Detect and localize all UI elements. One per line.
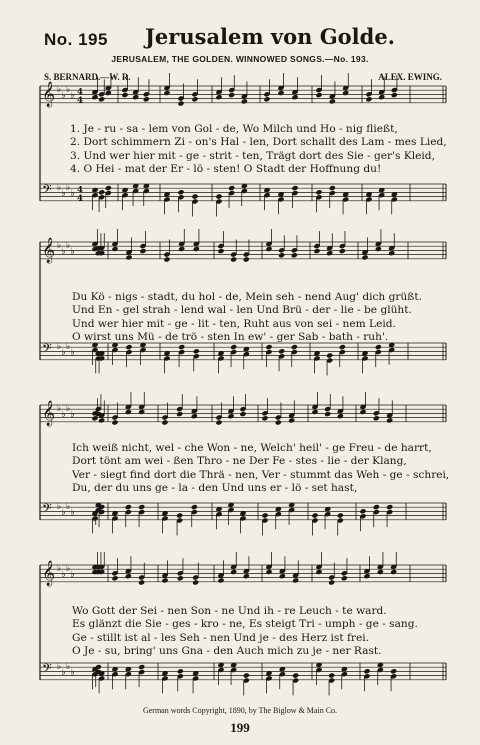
flat-sign: ♭ bbox=[61, 508, 66, 518]
lyric-line: 2. Dort schimmern Zi - on's Hal - len, Dort schallt des Lam - mes Lied, bbox=[70, 136, 447, 149]
flat-sign: ♭ bbox=[70, 189, 75, 199]
notehead bbox=[176, 411, 183, 417]
notehead bbox=[138, 504, 145, 510]
notehead bbox=[161, 419, 168, 425]
notehead bbox=[98, 96, 105, 102]
notehead bbox=[378, 94, 385, 100]
notehead bbox=[265, 344, 272, 350]
notehead bbox=[178, 246, 185, 252]
notehead bbox=[228, 185, 235, 191]
bass-clef: 𝄢 bbox=[42, 661, 52, 679]
flat-sign: ♭ bbox=[66, 85, 71, 95]
lyric-line: Du, der du uns ge - la - den Und uns er - lö - set hast, bbox=[72, 481, 358, 494]
notehead bbox=[386, 417, 393, 423]
notehead bbox=[125, 254, 132, 260]
notehead bbox=[193, 246, 200, 252]
notehead bbox=[125, 504, 132, 510]
notehead bbox=[105, 185, 112, 191]
notehead bbox=[191, 193, 198, 199]
words-credit: S. BERNARD.—W. R. bbox=[44, 72, 131, 82]
notehead bbox=[315, 92, 322, 98]
notehead bbox=[132, 94, 139, 100]
treble-clef: 𝄞 bbox=[42, 401, 56, 426]
notehead bbox=[359, 508, 366, 514]
notehead bbox=[178, 344, 185, 350]
notehead bbox=[192, 579, 199, 585]
lyric-line: 4. O Hei - mat der Er - lö - sten! O Stadt der Hoffnung du! bbox=[70, 162, 382, 175]
notehead bbox=[388, 250, 395, 256]
notehead bbox=[111, 419, 118, 425]
notehead bbox=[177, 668, 184, 674]
notehead bbox=[359, 409, 366, 415]
notehead bbox=[239, 411, 246, 417]
notehead bbox=[228, 92, 235, 98]
notehead bbox=[177, 100, 184, 106]
notehead bbox=[326, 250, 333, 256]
notehead bbox=[288, 417, 295, 423]
notehead bbox=[291, 252, 298, 258]
notehead bbox=[278, 348, 285, 354]
notehead bbox=[243, 672, 250, 678]
notehead bbox=[291, 344, 298, 350]
notehead bbox=[373, 415, 380, 421]
flat-sign: ♭ bbox=[61, 91, 66, 101]
notehead bbox=[315, 189, 322, 195]
time-signature: 4 bbox=[77, 87, 83, 97]
copyright-notice: German words Copyright, 1890, by The Biglow & Main Co. bbox=[142, 706, 338, 715]
lyric-line: Wo Gott der Sei - nen Son - ne Und ih - re Leuch - te ward. bbox=[72, 605, 387, 617]
notehead bbox=[292, 672, 299, 678]
notehead bbox=[391, 92, 398, 98]
notehead bbox=[138, 664, 145, 670]
notehead bbox=[139, 248, 146, 254]
lyric-line: Ver - siegt find dort die Thrä - nen, Ver - stummt das Weh - ge - schrei, bbox=[72, 468, 450, 481]
notehead bbox=[361, 254, 368, 260]
flat-sign: ♭ bbox=[61, 410, 66, 420]
bass-clef: 𝄢 bbox=[42, 341, 52, 359]
notehead bbox=[243, 256, 250, 262]
notehead bbox=[263, 96, 270, 102]
lyric-line: O wirst uns Mü - de trö - sten In ew' - ger Sab - bath - ruh'. bbox=[72, 330, 389, 343]
hymn-subtitle: JERUSALEM, THE GOLDEN. WINNOWED SONGS.—No. 193. bbox=[111, 54, 369, 64]
notehead bbox=[193, 348, 200, 354]
notehead bbox=[329, 185, 336, 191]
lyric-line: 3. Und wer hier mit - ge - strit - ten, Trägt dort des Sie - ger's Kleid, bbox=[70, 149, 435, 162]
flat-sign: ♭ bbox=[66, 564, 71, 574]
flat-sign: ♭ bbox=[70, 508, 75, 518]
notehead bbox=[161, 577, 168, 583]
lyric-line: Dort tönt am wei - ßen Thro - ne Der Fe - stes - lie - der Klang, bbox=[72, 455, 407, 468]
time-signature: 4 bbox=[77, 185, 83, 195]
notehead bbox=[163, 256, 170, 262]
notehead bbox=[105, 90, 112, 96]
flat-sign: ♭ bbox=[57, 502, 62, 512]
flat-sign: ♭ bbox=[57, 85, 62, 95]
flat-sign: ♭ bbox=[70, 247, 75, 257]
time-signature: 4 bbox=[77, 95, 83, 106]
notehead bbox=[176, 512, 183, 518]
flat-sign: ♭ bbox=[57, 342, 62, 352]
notehead bbox=[291, 94, 298, 100]
notehead bbox=[328, 672, 335, 678]
notehead bbox=[138, 409, 145, 415]
flat-sign: ♭ bbox=[57, 662, 62, 672]
lyric-line: Du Kö - nigs - stadt, du hol - de, Mein seh - nend Aug' dich grüßt. bbox=[72, 291, 422, 303]
notehead bbox=[138, 579, 145, 585]
notehead bbox=[125, 344, 132, 350]
flat-sign: ♭ bbox=[66, 662, 71, 672]
flat-sign: ♭ bbox=[61, 189, 66, 199]
notehead bbox=[91, 94, 98, 100]
notehead bbox=[261, 415, 268, 421]
notehead bbox=[241, 98, 248, 104]
notehead bbox=[390, 668, 397, 674]
notehead bbox=[277, 90, 284, 96]
lyric-line: Ich weiß nicht, wel - che Won - ne, Welch' heil' - ge Freu - de harrt, bbox=[72, 442, 432, 454]
flat-sign: ♭ bbox=[70, 410, 75, 420]
flat-sign: ♭ bbox=[61, 348, 66, 358]
notehead bbox=[291, 185, 298, 191]
notehead bbox=[279, 573, 286, 579]
notehead bbox=[111, 246, 118, 252]
notehead bbox=[342, 90, 349, 96]
notehead bbox=[217, 577, 224, 583]
treble-clef: 𝄞 bbox=[42, 82, 56, 107]
notehead bbox=[265, 569, 272, 575]
lyric-line: Es glänzt die Sie - ges - kro - ne, Es steigt Tri - umph - ge - sang. bbox=[72, 618, 418, 631]
flat-sign: ♭ bbox=[57, 404, 62, 414]
page-number: 199 bbox=[230, 720, 250, 735]
flat-sign: ♭ bbox=[66, 342, 71, 352]
bass-clef: 𝄢 bbox=[42, 501, 52, 519]
flat-sign: ♭ bbox=[61, 570, 66, 580]
notehead bbox=[98, 189, 105, 195]
flat-sign: ♭ bbox=[70, 668, 75, 678]
notehead bbox=[328, 579, 335, 585]
flat-sign: ♭ bbox=[61, 668, 66, 678]
lyric-line: Und En - gel strah - lend wal - len Und Brü - der - lie - be glüht. bbox=[72, 304, 412, 317]
notehead bbox=[243, 573, 250, 579]
notehead bbox=[390, 569, 397, 575]
notehead bbox=[326, 352, 333, 358]
notehead bbox=[363, 573, 370, 579]
notehead bbox=[121, 92, 128, 98]
flat-sign: ♭ bbox=[57, 183, 62, 193]
notehead bbox=[261, 512, 268, 518]
notehead bbox=[311, 409, 318, 415]
flat-sign: ♭ bbox=[70, 570, 75, 580]
notehead bbox=[324, 411, 331, 417]
notehead bbox=[315, 569, 322, 575]
notehead bbox=[143, 96, 150, 102]
bass-clef: 𝄢 bbox=[42, 182, 52, 200]
notehead bbox=[98, 417, 105, 423]
notehead bbox=[365, 96, 372, 102]
notehead bbox=[215, 94, 222, 100]
notehead bbox=[375, 246, 382, 252]
notehead bbox=[215, 419, 222, 425]
notehead bbox=[191, 413, 198, 419]
notehead bbox=[163, 90, 170, 96]
notehead bbox=[386, 504, 393, 510]
flat-sign: ♭ bbox=[66, 183, 71, 193]
flat-sign: ♭ bbox=[57, 241, 62, 251]
notehead bbox=[177, 189, 184, 195]
notehead bbox=[339, 344, 346, 350]
notehead bbox=[111, 575, 118, 581]
hymn-number: No. 195 bbox=[44, 30, 108, 49]
notehead bbox=[230, 569, 237, 575]
notehead bbox=[337, 413, 344, 419]
notehead bbox=[292, 577, 299, 583]
notehead bbox=[311, 512, 318, 518]
notehead bbox=[191, 96, 198, 102]
flat-sign: ♭ bbox=[70, 91, 75, 101]
notehead bbox=[215, 193, 222, 199]
notehead bbox=[339, 248, 346, 254]
flat-sign: ♭ bbox=[66, 502, 71, 512]
flat-sign: ♭ bbox=[66, 404, 71, 414]
notehead bbox=[177, 575, 184, 581]
notehead bbox=[230, 344, 237, 350]
notehead bbox=[375, 344, 382, 350]
music-credit: ALEX. EWING. bbox=[378, 72, 442, 82]
lyric-line: Und wer hier mit - ge - lit - ten, Ruht aus von sei - nem Leid. bbox=[72, 317, 396, 330]
notehead bbox=[313, 248, 320, 254]
notehead bbox=[373, 504, 380, 510]
notehead bbox=[125, 573, 132, 579]
flat-sign: ♭ bbox=[70, 348, 75, 358]
treble-clef: 𝄞 bbox=[42, 561, 56, 586]
notehead bbox=[377, 569, 384, 575]
lyric-line: 1. Je - ru - sa - lem von Gol - de, Wo Milch und Ho - nig fließt, bbox=[70, 123, 398, 135]
flat-sign: ♭ bbox=[57, 564, 62, 574]
notehead bbox=[265, 246, 272, 252]
lyric-line: Ge - stillt ist al - les Seh - nen Und je - des Herz ist frei. bbox=[72, 631, 370, 644]
treble-clef: 𝄞 bbox=[42, 238, 56, 263]
notehead bbox=[363, 668, 370, 674]
notehead bbox=[191, 504, 198, 510]
notehead bbox=[230, 256, 237, 262]
notehead bbox=[217, 248, 224, 254]
hymn-title: Jerusalem von Golde. bbox=[145, 24, 395, 49]
notehead bbox=[278, 252, 285, 258]
notehead bbox=[125, 409, 132, 415]
time-signature: 4 bbox=[77, 193, 83, 204]
flat-sign: ♭ bbox=[61, 247, 66, 257]
lyric-line: O Je - su, bring' uns Gna - den Auch mich zu je - ner Rast. bbox=[72, 644, 382, 657]
flat-sign: ♭ bbox=[66, 241, 71, 251]
notehead bbox=[337, 512, 344, 518]
notehead bbox=[341, 575, 348, 581]
notehead bbox=[275, 419, 282, 425]
notehead bbox=[329, 98, 336, 104]
notehead bbox=[227, 413, 234, 419]
